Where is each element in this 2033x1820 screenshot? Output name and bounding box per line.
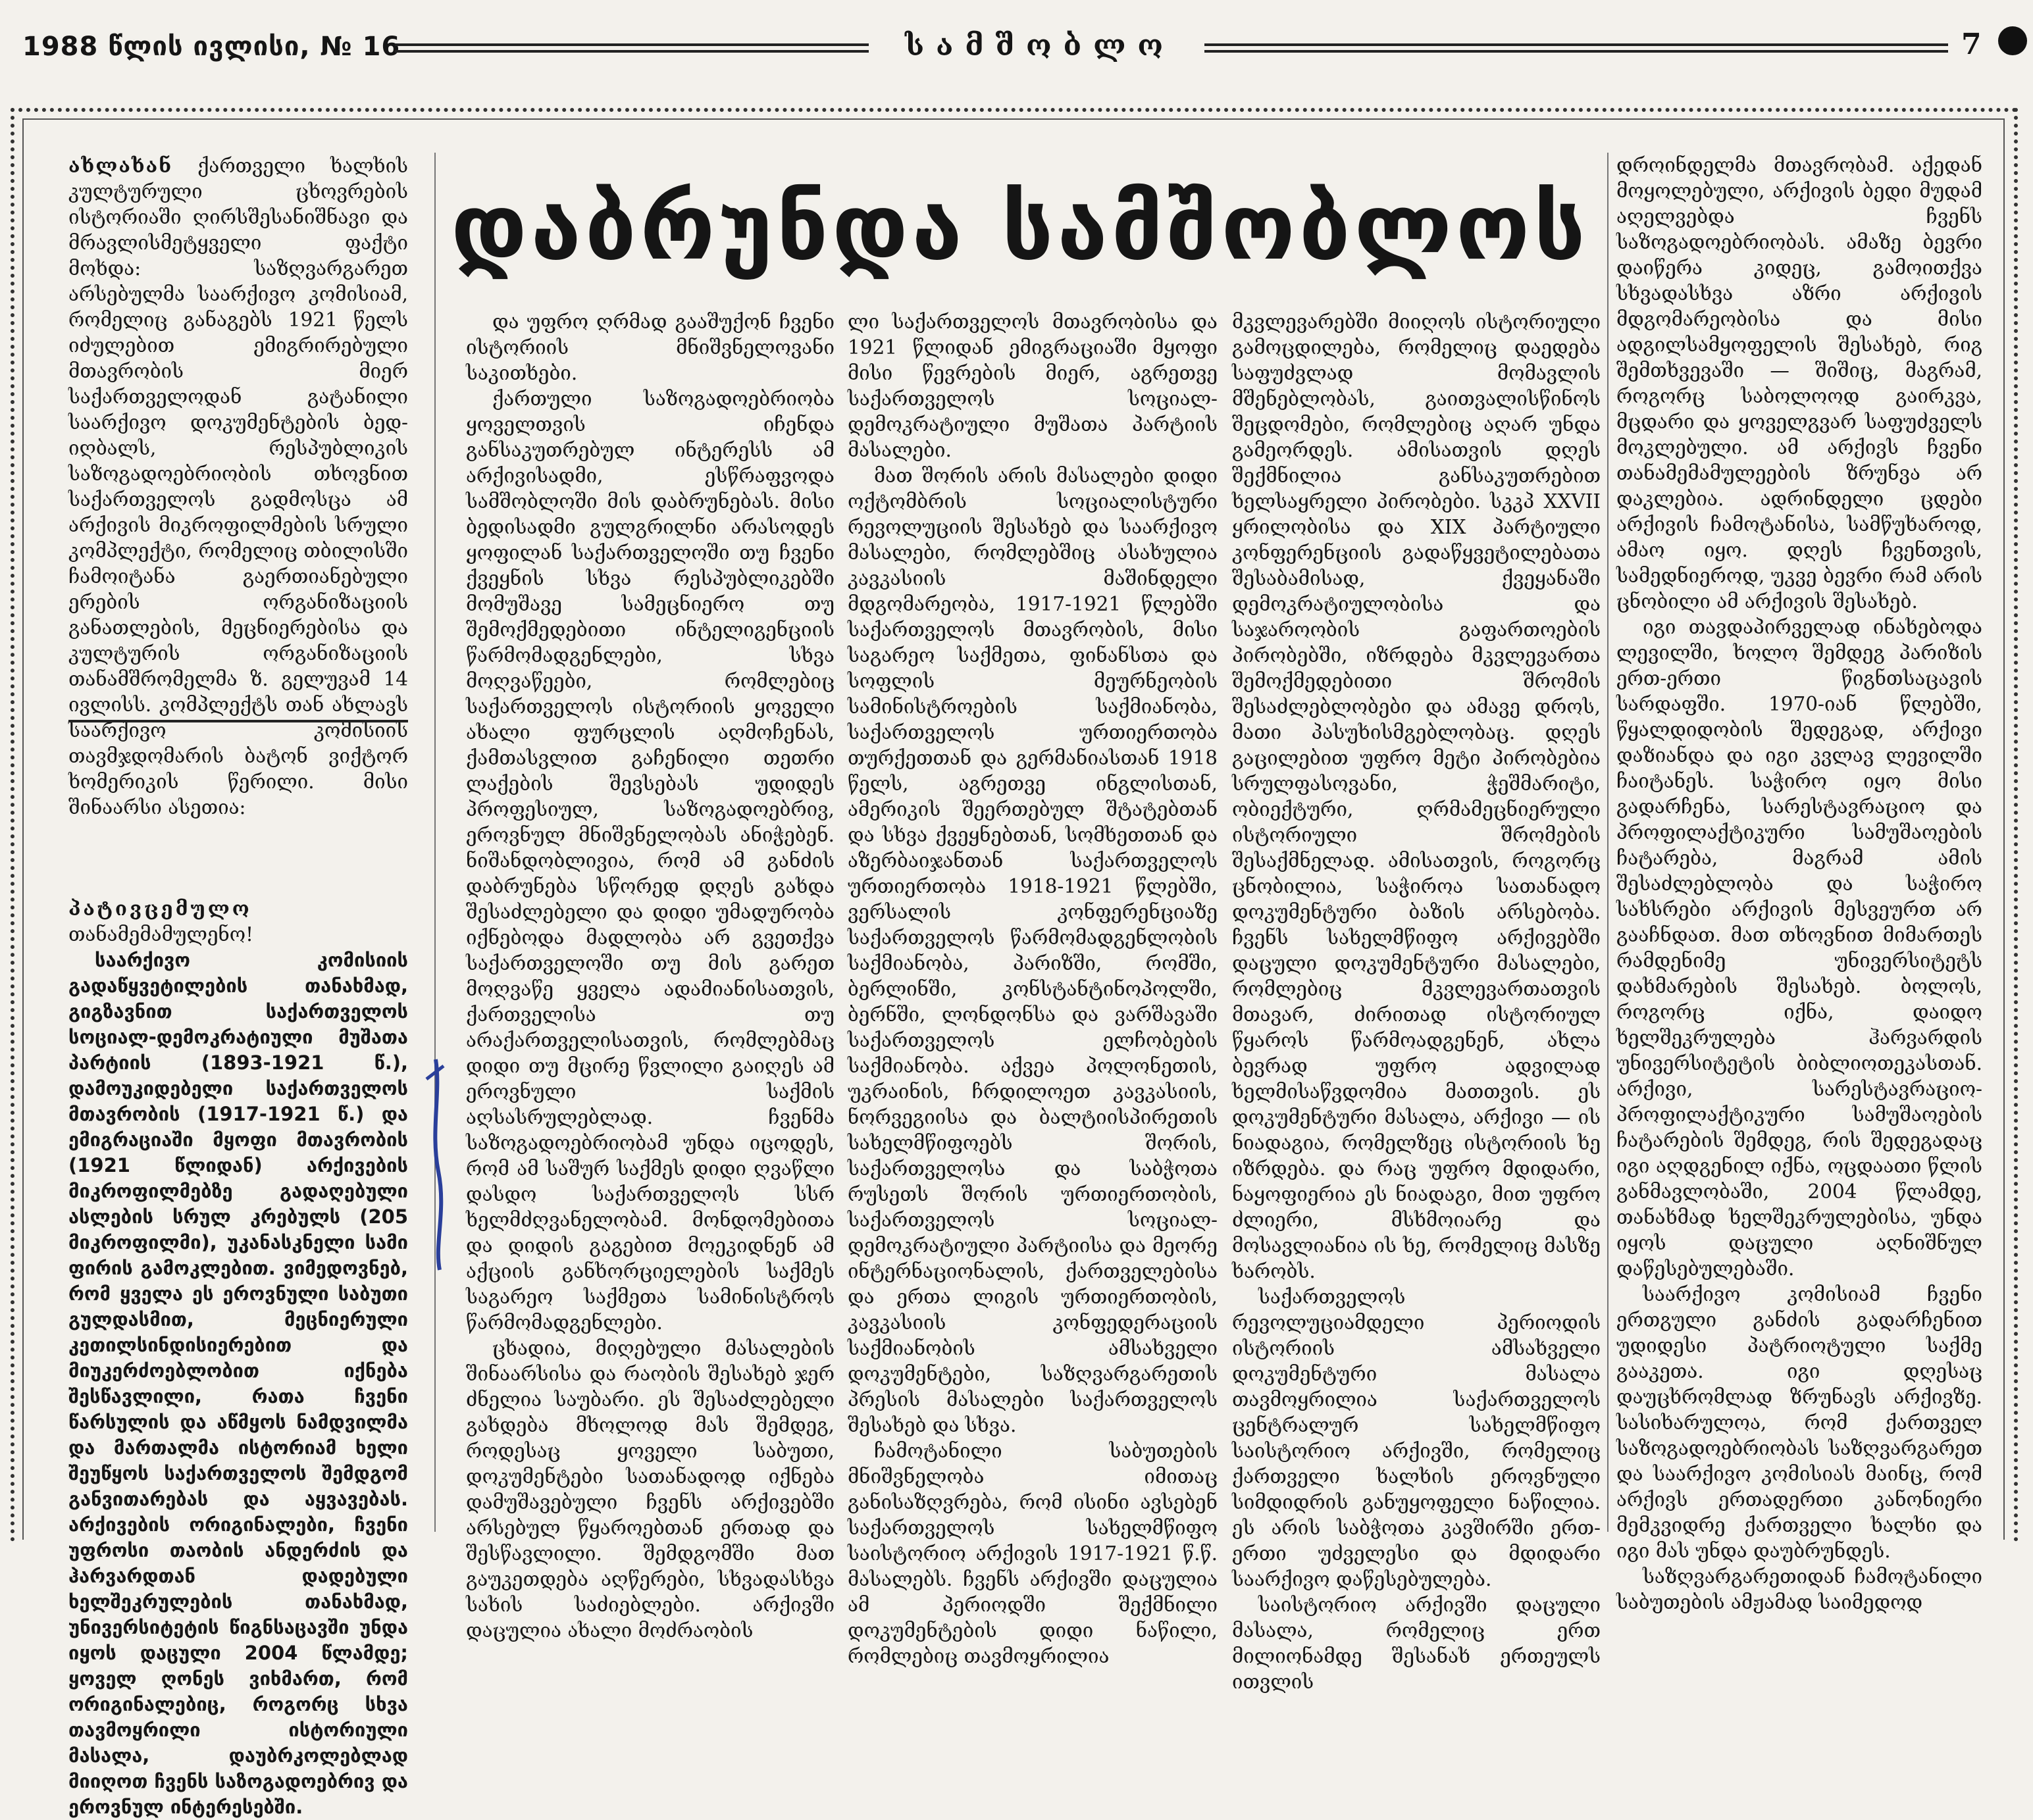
paragraph: და უფრო ღრმად გააშუქონ ჩვენი ისტორიის მნიშვნელოვანი საკითხები. xyxy=(466,311,835,384)
masthead xyxy=(0,0,2033,105)
article-column-5 xyxy=(1616,153,1982,1613)
article-column-1 xyxy=(68,153,408,1818)
lead-word: ახლახან xyxy=(68,154,173,177)
letter-text: საარქივო კომისიის გადაწყვეტილების თანახმად, გიგზავნით საქართველოს სოციალ-დემოკრატიული მუშათა პარტიის (1893-1921 წ.), დამოუკიდებელი საქართველოს მთავრობის (1917-1921 წ.) და ემიგრაციაში მყოფი მთავრობის (1921 წლიდან) არქივების მიკროფილმებზე გადაღებული ასლების სრულ კრებულს (205 მიკროფილმი), უკანასკნელი სამი ფირის გამოკლებით. ვიმედოვნებ, რომ ყველა ეს ეროვნული საბუთი გულდასმით, მეცნიერული კეთილსინდისიერებით და მიუკერძოებლობით იქნება შესწავლილი, რათა ჩვენი წარსულის და აწმყოს ნამდვილმა და მართალმა ისტორიამ ხელი შეუწყოს საქართველოს შემდგომ განვითარებას და აყვავებას. არქივების ორიგინალები, ჩვენი უფროსი თაობის ანდერძის და ჰარვარდთან დადებული ხელშეკრულების თანახმად, უნივერსიტეტის წიგნსაცავში უნდა იყოს დაცული 2004 წლამდე; ყოველ ღონეს ვიხმართ, რომ ორიგინალებიც, როგორც სხვა თავმოყრილი ისტორიული მასალა, დაუბრკოლებლად მიიღოთ ჩვენს საზოგადოებრივ და ეროვნულ ინტერესებში. xyxy=(68,949,408,1818)
paragraph: საზღვარგარეთიდან ჩამოტანილი საბუთების ამჟამად საიმედოდ xyxy=(1616,1565,1982,1613)
paragraph: ლი საქართველოს მთავრობისა და 1921 წლიდან ემიგრაციაში მყოფი მისი წევრების მიერ, აგრეთვე საქართველოს სოციალ-დემოკრატიული მუშათა პარტიის მასალები. xyxy=(848,311,1218,461)
masthead-rule-left xyxy=(395,43,869,53)
masthead-rule-right xyxy=(1204,43,1948,53)
paragraph: იგი თავდაპირველად ინახებოდა ლევილში, ხოლო შემდეგ პარიზის ერთ-ერთი წიგნთსაცავის სარდაფში. 1970-იან წლებში, წყალდიდობის შედეგად, არქივი დაზიანდა და იგი კვლავ ლევილში ჩაიტანეს. საჭირო იყო მისი გადარჩენა, სარესტავრაციო და პროფილაქტიკური სამუშაოების ჩატარება, მაგრამ ამის შესაძლებლობა და საჭირო სახსრები არქივის მესვეურთ არ გააჩნდათ. მათ თხოვნით მიმართეს რამდენიმე უნივერსიტეტს დახმარების შესახებ. ბოლოს, როგორც იქნა, დაიდო ხელშეკრულება ჰარვარდის უნივერსიტეტის ბიბლიოთეკასთან. არქივი, სარესტავრაციო-პროფილაქტიკური სამუშაოების ჩატარების შემდეგ, რის შედეგადაც იგი აღდგენილ იქნა, ოცდაათი წლის განმავლობაში, 2004 წლამდე, თანახმად ხელშეკრულებისა, უნდა იყოს დაცული აღნიშნულ დაწესებულებაში. xyxy=(1616,616,1982,1280)
paragraph: ჩამოტანილი საბუთების მნიშვნელობა იმითაც განისაზღვრება, რომ ისინი ავსებენ საქართველოს სახელმწიფო საისტორიო არქივის 1917-1921 წ.წ. მასალებს. ჩვენს არქივში დაცულია ამ პერიოდში შექმნილი დოკუმენტების დიდი ნაწილი, რომლებიც თავმოყრილია xyxy=(848,1440,1218,1667)
paragraph: საისტორიო არქივში დაცული მასალა, რომელიც ერთ მილიონამდე შესანახ ერთეულს ითვლის xyxy=(1232,1594,1601,1693)
paragraph: მკვლევარებში მიიღოს ისტორიული გამოცდილება, რომელიც დაედება საფუძვლად მომავლის მშენებლობას, გაითვალისწინოს შეცდომები, რომლებიც აღარ უნდა გამეორდეს. ამისათვის დღეს შექმნილია განსაკუთრებით ხელსაყრელი პირობები. სკკპ XXVII ყრილობისა და XIX პარტიული კონფერენციის გადაწყვეტილებათა შესაბამისად, ქვეყანაში დემოკრატიულობისა და საჯაროობის გაფართოების პირობებში, იზრდება მკვლევართა შემოქმედებითი შრომის შესაძლებლობები და ამავე დროს, მათი პასუხისმგებლობაც. დღეს გაცილებით უფრო მეტი პირობებია სრულფასოვანი, ჭეშმარიტი, ობიექტური, ღრმამეცნიერული ისტორიული შრომების შესაქმნელად. ამისათვის, როგორც ცნობილია, საჭიროა სათანადო დოკუმენტური ბაზის არსებობა. ჩვენს სახელმწიფო არქივებში დაცული დოკუმენტური მასალები, რომლებიც მკვლევართათვის მთავარ, ძირითად ისტორიულ წყაროს წარმოადგენენ, ახლა ბევრად უფრო ადვილად ხელმისაწვდომია მათთვის. ეს დოკუმენტური მასალა, არქივი — ის ნიადაგია, რომელზეც ისტორიის ხე იზრდება. და რაც უფრო მდიდარი, ნაყოფიერია ეს ნიადაგი, მით უფრო ძლიერი, მსხმოიარე და მოსავლიანია ის ხე, რომელიც მასზე ხარობს. xyxy=(1232,311,1601,1282)
column-divider xyxy=(434,153,436,1532)
article-column-2 xyxy=(466,309,835,1642)
corner-dot xyxy=(1998,26,2027,55)
article-column-3 xyxy=(848,309,1218,1667)
column-divider xyxy=(1607,153,1608,1532)
paragraph: საქართველოს რევოლუციამდელი პერიოდის ისტორიის ამსახველი დოკუმენტური მასალა თავმოყრილია საქართველოს ცენტრალურ სახელმწიფო საისტორიო არქივში, რომელიც ქართველი ხალხის ეროვნული სიმდიდრის განუყოფელი ნაწილია. ეს არის საბჭოთა კავშირში ერთ-ერთი უძველესი და მდიდარი საარქივო დაწესებულება. xyxy=(1232,1286,1601,1590)
greeting-salute: პატივცემულო xyxy=(68,897,252,920)
paragraph: ცხადია, მიღებული მასალების შინაარსისა და რაობის შესახებ ჯერ ძნელია საუბარი. ეს შესაძლებელი გახდება მხოლოდ მას შემდეგ, როდესაც ყოველი საბუთი, დოკუმენტები სათანადოდ იქნება დამუშავებული ჩვენს არქივებში არსებულ წყაროებთან ერთად და შესწავლილი. შემდგომში მათ გაუკეთდება აღწერები, სხვადასხვა სახის საძიებლები. არქივში დაცულია ახალი მოძრაობის xyxy=(466,1337,835,1642)
letter-separator xyxy=(68,720,408,722)
paragraph: მათ შორის არის მასალები დიდი ოქტომბრის სოციალისტური რევოლუციის შესახებ და საარქივო მასალები, რომლებშიც ასახულია კავკასიის მაშინდელი მდგომარეობა, 1917-1921 წლებში საქართველოს მთავრობის, მისი საგარეო საქმეთა, ფინანსთა და სოფლის მეურნეობის სამინისტროების საქმიანობა, საქართველოს ურთიერთობა თურქეთთან და გერმანიასთან 1918 წელს, აგრეთვე ინგლისთან, ამერიკის შეერთებულ შტატებთან და სხვა ქვეყნებთან, სომხეთთან და აზერბაიჯანთან საქართველოს ურთიერთობა 1918-1921 წლებში, ვერსალის კონფერენციაზე საქართველოს წარმომადგენლობის საქმიანობა, პარიზში, რომში, ბერლინში, კონსტანტინოპოლში, ბერნში, ლონდონსა და ვარშავაში საქართველოს ელჩობების საქმიანობა. აქვეა პოლონეთის, უკრაინის, ჩრდილოეთ კავკასიის, ნორვეგიისა და ბალტიისპირეთის სახელმწიფოებს შორის, საქართველოსა და საბჭოთა რუსეთს შორის ურთიერთობის, საქართველოს სოციალ-დემოკრატიული პარტიისა და მეორე ინტერნაციონალის, ქართველებისა და ერთა ლიგის ურთიერთობის, კავკასიის კონფედერაციის საქმიანობის ამსახველი დოკუმენტები, საზღვარგარეთის პრესის მასალები საქართველოს შესახებ და სხვა. xyxy=(848,465,1218,1436)
intro-text: ქართველი ხალხის კულტურული ცხოვრების ისტორიაში ღირსშესანიშნავი და მრავლისმეტყველი ფაქტი მოხდა: საზღვარგარეთ არსებულმა საარქივო კომისიამ, რომელიც განაგებს 1921 წელს იძულებით ემიგრირებული მთავრობის მიერ საქართველოდან გატანილი საარქივო დოკუმენტების ბედ-იღბალს, რესპუბლიკის საზოგადოებრიობის თხოვნით საქართველოს გადმოსცა ამ არქივის მიკროფილმების სრული კომპლექტი, რომელიც თბილისში ჩამოიტანა გაერთიანებული ერების ორგანიზაციის განათლების, მეცნიერებისა და კულტურის ორგანიზაციის თანამშრომელმა ზ. გელუვამ 14 ივლისს. კომპლექტს თან ახლავს საარქივო კომისიის თავმჯდომარის ბატონ ვიქტორ ხომერიკის წერილი. მისი შინაარსი ასეთია: xyxy=(68,155,408,819)
pen-margin-mark xyxy=(421,1053,454,1277)
issue-date: 1988 წლის ივლისი, № 16 xyxy=(22,32,401,62)
paragraph: ქართული საზოგადოებრიობა ყოველთვის იჩენდა განსაკუთრებულ ინტერესს ამ არქივისადმი, ესწრაფვოდა სამშობლოში მის დაბრუნებას. მისი ბედისადმი გულგრილნი არასოდეს ყოფილან საქართველოში თუ ჩვენი ქვეყნის სხვა რესპუბლიკებში მომუშავე სამეცნიერო თუ შემოქმედებითი ინტელიგენციის წარმომადგენლები, სხვა მოღვაწეები, რომლებიც საქართველოს ისტორიის ყოველი ახალი ფურცლის აღმოჩენას, ქამთასვლით გაჩენილი თეთრი ლაქების შევსებას უდიდეს პროფესიულ, საზოგადოებრივ, ეროვნულ მნიშვნელობას ანიჭებენ. ნიშანდობლივია, რომ ამ განძის დაბრუნება სწორედ დღეს გახდა შესაძლებელი და დიდი უმადურობა იქნებოდა მადლობა არ გვეთქვა საქართველოში თუ მის გარეთ მოღვაწე ყველა ადამიანისათვის, ქართველისა თუ არაქართველისათვის, რომლებმაც დიდი თუ მცირე წვლილი გაიღეს ამ ეროვნული საქმის აღსასრულებლად. ჩვენმა საზოგადოებრიობამ უნდა იცოდეს, რომ ამ საშურ საქმეს დიდი ღვაწლი დასდო საქართველოს სსრ ხელმძღვანელობამ. მონდომებითა და დიდის გაგებით მოეკიდნენ ამ აქციის განხორციელების საქმეს საგარეო საქმეთა სამინისტროს წარმომადგენლები. xyxy=(466,388,835,1334)
article-headline: დაბრუნდა სამშობლოს xyxy=(451,174,1589,280)
greeting-rest: თანამემამულენო! xyxy=(68,923,253,946)
page-number: 7 xyxy=(1961,28,1982,61)
article-column-4 xyxy=(1232,309,1601,1693)
paragraph: დროინდელმა მთავრობამ. აქედან მოყოლებული, არქივის ბედი მუდამ აღელვებდა ჩვენს საზოგადოებრიობას. ამაზე ბევრი დაიწერა კიდეც, გამოითქვა სხვადასხვა აზრი არქივის მდგომარეობისა და მისი ადგილსამყოფელის შესახებ, რიგ შემთხვევაში — შიშიც, მაგრამ, როგორც საბოლოოდ გაირკვა, მცდარი და ყოველგვარ საფუძველს მოკლებული. ამ არქივს ჩვენი თანამემამულეების ზრუნვა არ დაკლებია. ადრინდელი ცდები არქივის ჩამოტანისა, სამწუხაროდ, ამაო იყო. დღეს ჩვენთვის, სამედნიეროდ, უკვე ბევრი რამ არის ცნობილი ამ არქივის შესახებ. xyxy=(1616,154,1982,613)
paragraph: საარქივო კომისიამ ჩვენი ერთგული განძის გადარჩენით უდიდესი პატრიოტული საქმე გააკეთა. იგი დღესაც დაუცხრომლად ზრუნავს არქივზე. სასიხარულოა, რომ ქართველ საზოგადოებრიობას საზღვარგარეთ და საარქივო კომისიას მაინც, რომ არქივს ერთადერთი კანონიერი მემკვიდრე ქართველი ხალხი და იგი მას უნდა დაუბრუნდეს. xyxy=(1616,1283,1982,1562)
letter-greeting xyxy=(68,896,408,948)
newspaper-title: სამშობლო xyxy=(904,29,1175,63)
